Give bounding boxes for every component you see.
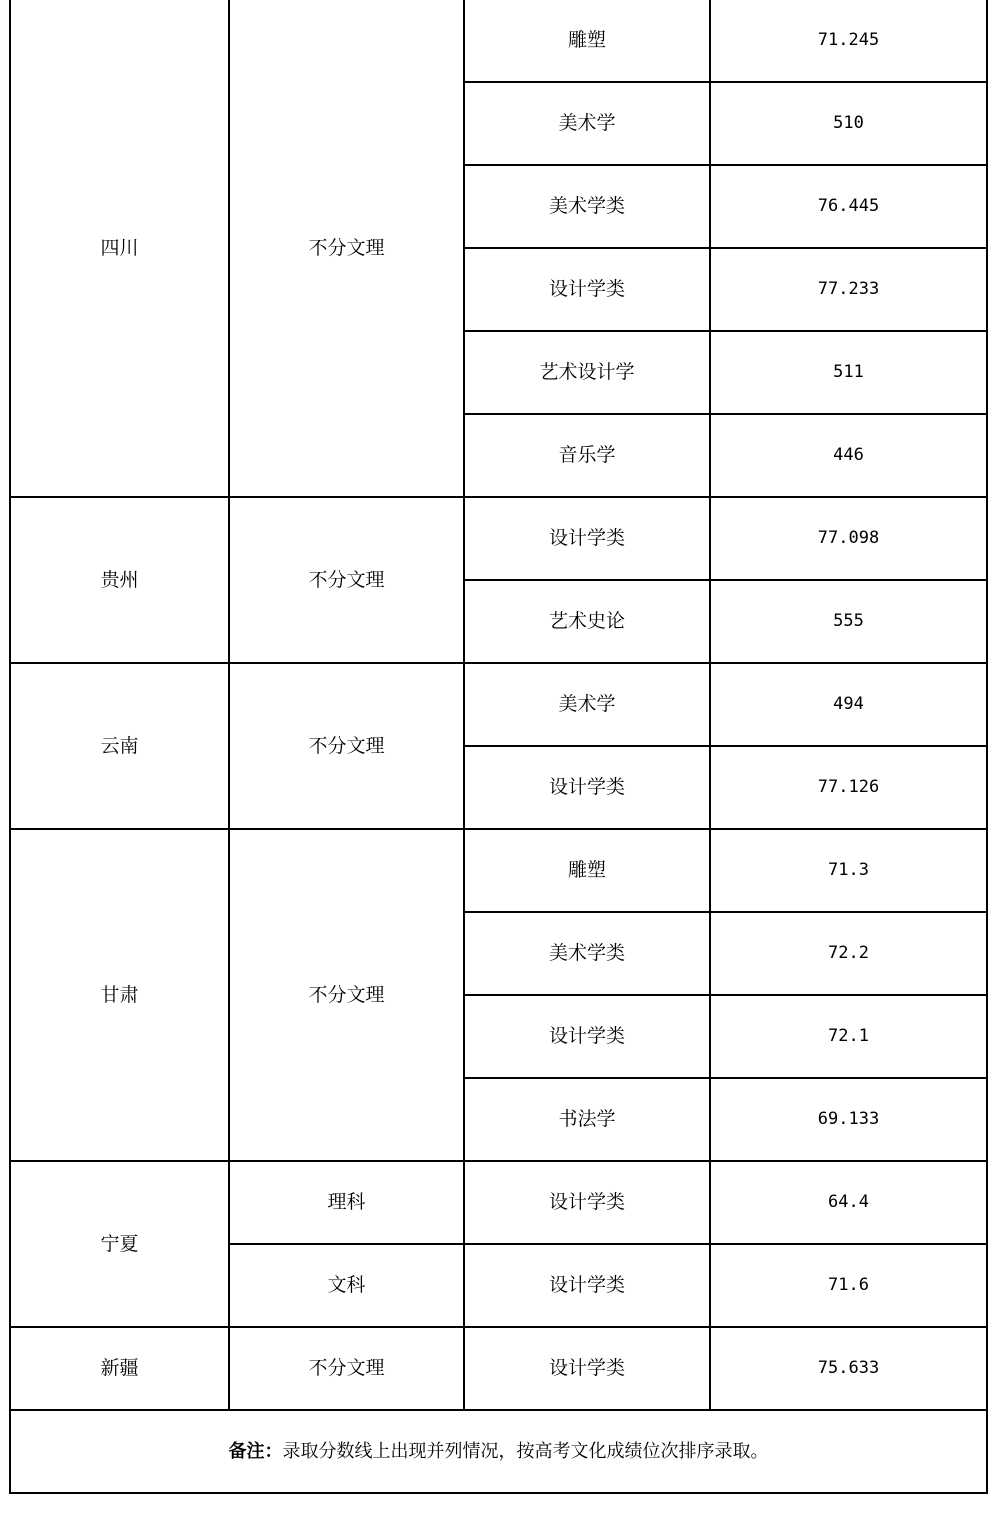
table-row <box>10 663 987 746</box>
score-cell: 446 <box>710 414 987 497</box>
major-cell: 设计学类 <box>464 497 710 580</box>
note-cell <box>10 1410 987 1493</box>
score-cell: 71.3 <box>710 829 987 912</box>
major-cell: 艺术史论 <box>464 580 710 663</box>
major-cell: 美术学类 <box>464 165 710 248</box>
table-row <box>10 829 987 912</box>
score-cell: 77.126 <box>710 746 987 829</box>
track-cell: 不分文理 <box>229 663 464 829</box>
major-cell: 雕塑 <box>464 0 710 82</box>
major-cell: 设计学类 <box>464 746 710 829</box>
table-row <box>10 1327 987 1410</box>
admission-score-table <box>9 0 988 1494</box>
province-cell: 云南 <box>10 663 229 829</box>
major-cell: 美术学 <box>464 82 710 165</box>
note-row <box>10 1410 987 1493</box>
score-cell: 511 <box>710 331 987 414</box>
major-cell: 艺术设计学 <box>464 331 710 414</box>
major-cell: 美术学类 <box>464 912 710 995</box>
score-cell: 76.445 <box>710 165 987 248</box>
score-cell: 555 <box>710 580 987 663</box>
track-cell: 理科 <box>229 1161 464 1244</box>
major-cell: 音乐学 <box>464 414 710 497</box>
province-cell: 新疆 <box>10 1327 229 1410</box>
score-cell: 71.6 <box>710 1244 987 1327</box>
major-cell: 书法学 <box>464 1078 710 1161</box>
major-cell: 设计学类 <box>464 248 710 331</box>
table-row <box>10 497 987 580</box>
major-cell: 美术学 <box>464 663 710 746</box>
score-cell: 69.133 <box>710 1078 987 1161</box>
major-cell: 设计学类 <box>464 995 710 1078</box>
province-cell: 宁夏 <box>10 1161 229 1327</box>
score-cell: 494 <box>710 663 987 746</box>
province-cell: 四川 <box>10 0 229 497</box>
note-label: 备注： <box>228 1440 283 1462</box>
track-cell: 不分文理 <box>229 1327 464 1410</box>
score-cell: 77.233 <box>710 248 987 331</box>
major-cell: 设计学类 <box>464 1327 710 1410</box>
province-cell: 甘肃 <box>10 829 229 1161</box>
score-cell: 75.633 <box>710 1327 987 1410</box>
score-cell: 64.4 <box>710 1161 987 1244</box>
table-row <box>10 0 987 82</box>
score-cell: 72.1 <box>710 995 987 1078</box>
track-cell: 不分文理 <box>229 0 464 497</box>
track-cell: 不分文理 <box>229 497 464 663</box>
major-cell: 设计学类 <box>464 1244 710 1327</box>
province-cell: 贵州 <box>10 497 229 663</box>
score-cell: 72.2 <box>710 912 987 995</box>
score-cell: 71.245 <box>710 0 987 82</box>
major-cell: 雕塑 <box>464 829 710 912</box>
track-cell: 不分文理 <box>229 829 464 1161</box>
major-cell: 设计学类 <box>464 1161 710 1244</box>
track-cell: 文科 <box>229 1244 464 1327</box>
score-cell: 77.098 <box>710 497 987 580</box>
score-cell: 510 <box>710 82 987 165</box>
note-text: 录取分数线上出现并列情况，按高考文化成绩位次排序录取。 <box>282 1440 769 1462</box>
table-row <box>10 1161 987 1244</box>
